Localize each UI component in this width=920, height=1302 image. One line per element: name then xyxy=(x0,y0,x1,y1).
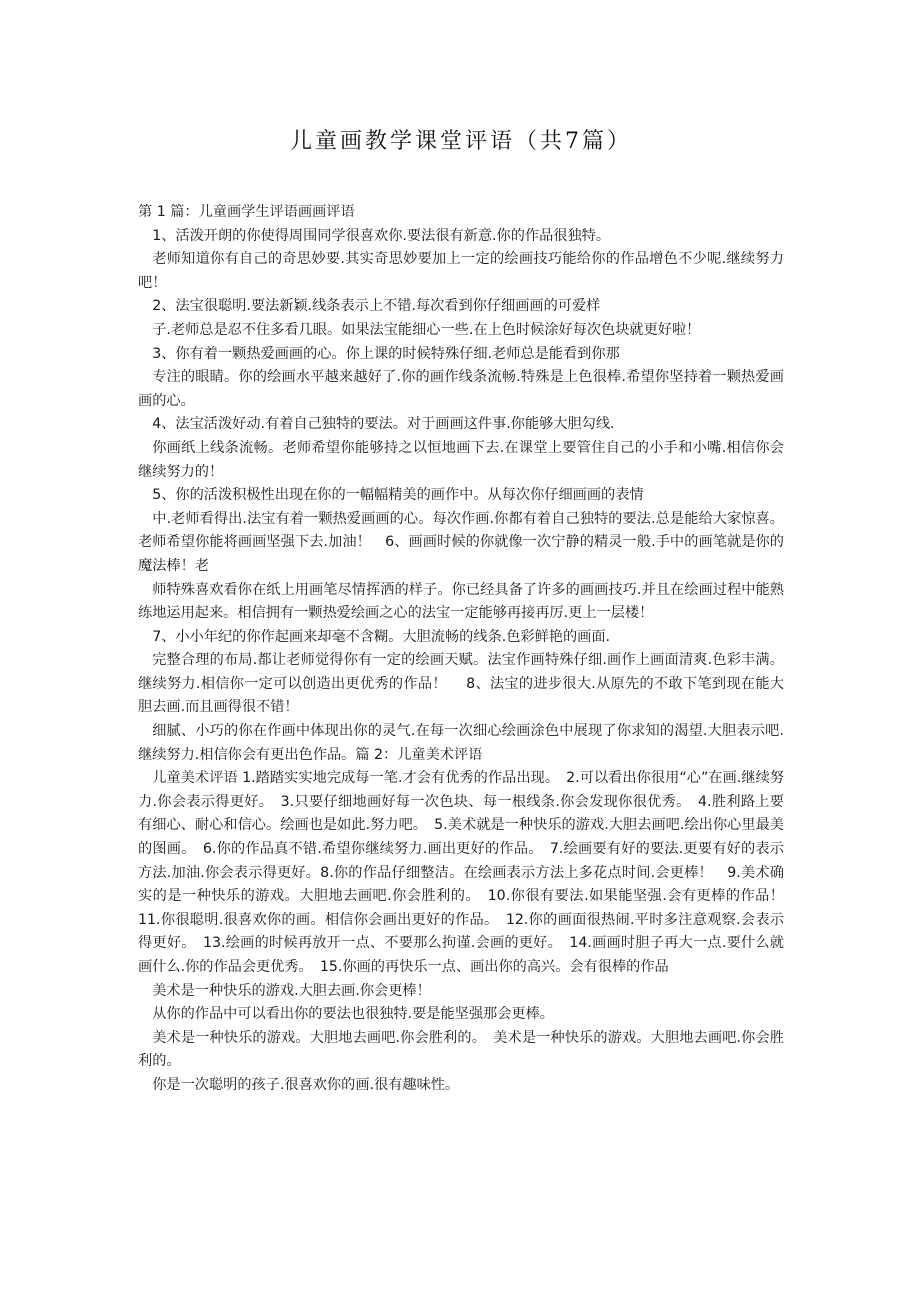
paragraph: 3、你有着一颗热爱画画的心。你上课的时候特殊仔细.老师总是能看到你那 xyxy=(152,345,620,362)
paragraph: 你画纸上线条流畅。老师希望你能够持之以恒地画下去.在课堂上要管住自己的小手和小嘴.相信你会继续努力的！ xyxy=(138,439,784,480)
paragraph: 你是一次聪明的孩子.很喜欢你的画.很有趣味性。 xyxy=(152,1076,460,1093)
document-title: 儿童画教学课堂评语（共7篇） xyxy=(290,129,632,154)
document-body xyxy=(138,201,784,1098)
paragraph: 老师知道你有自己的奇思妙要.其实奇思妙要加上一定的绘画技巧能给你的作品增色不少呢.继续努力吧！ xyxy=(138,251,784,291)
paragraph: 中.老师看得出.法宝有着一颗热爱画画的心。每次作画.你都有着自己独特的要法.总是能给大家惊喜。老师希望你能将画画坚强下去.加油！ 6、画画时候的你就像一次宁静的精灵一般.手中的画笔就是你的魔法棒！老 xyxy=(138,510,784,574)
paragraph: 完整合理的布局.都让老师觉得你有一定的绘画天赋。法宝作画特殊仔细.画作上画面清爽.色彩丰满。继续努力.相信你一定可以创造出更优秀的作品！ 8、法宝的进步很大.从原先的不敢下笔到现在能大胆去画.而且画得很不错！ xyxy=(138,652,784,716)
paragraph: 细腻、小巧的你在作画中体现出你的灵气.在每一次细心绘画涂色中展现了你求知的渴望.大胆表示吧.继续努力.相信你会有更出色作品。篇 2：儿童美术评语 xyxy=(138,723,784,763)
paragraph: 1、活泼开朗的你使得周围同学很喜欢你.要法很有新意.你的作品很独特。 xyxy=(152,227,611,244)
paragraph: 美术是一种快乐的游戏.大胆去画.你会更棒！ xyxy=(152,982,431,999)
paragraph: 美术是一种快乐的游戏。大胆地去画吧.你会胜利的。 美术是一种快乐的游戏。大胆地去画吧.你会胜利的。 xyxy=(138,1029,784,1070)
paragraph: 7、小小年纪的你作起画来却毫不含糊。大胆流畅的线条.色彩鲜艳的画面. xyxy=(152,628,611,645)
section-heading-1: 第 1 篇：儿童画学生评语画画评语 xyxy=(138,204,355,220)
paragraph: 从你的作品中可以看出你的要法也很独特.要是能坚强那会更棒。 xyxy=(152,1006,554,1023)
paragraph: 2、法宝很聪明.要法新颖.线条表示上不错.每次看到你仔细画画的可爱样 xyxy=(152,298,601,315)
paragraph: 儿童美术评语 1.踏踏实实地完成每一笔.才会有优秀的作品出现。 2.可以看出你很用“心”在画.继续努力.你会表示得更好。 3.只要仔细地画好每一次色块、每一根线条.你会发现你很优秀。 4.胜利路上要有细心、耐心和信心。绘画也是如此.努力吧。 5.美术就是一种快乐的游戏.大胆去画吧.绘出你心里最美的图画。 6.你的作品真不错.希望你继续努力.画出更好的作品。 7.绘画要有好的要法.更要有好的表示方法.加油.你会表示得更好。8.你的作品仔细整洁。在绘画表示方法上多花点时间.会更棒！ 9.美术确实的是一种快乐的游戏。大胆地去画吧.你会胜利的。 10.你很有要法.如果能坚强.会有更棒的作品！11.你很聪明.很喜欢你的画。相信你会画出更好的作品。 12.你的画面很热闹.平时多注意观察.会表示得更好。 13.绘画的时候再放开一点、不要那么拘谨.会画的更好。 14.画画时胆子再大一点.要什么就画什么.你的作品会更优秀。 15.你画的再快乐一点、画出你的高兴。会有很棒的作品 xyxy=(138,770,784,975)
paragraph: 4、法宝活泼好动.有着自己独特的要法。对于画画这件事.你能够大胆勾线. xyxy=(152,416,615,433)
paragraph: 5、你的活泼积极性出现在你的一幅幅精美的画作中。从每次你仔细画画的表情 xyxy=(152,487,644,504)
paragraph: 子.老师总是忍不住多看几眼。如果法宝能细心一些.在上色时候涂好每次色块就更好啦！ xyxy=(152,321,701,338)
paragraph: 专注的眼睛。你的绘画水平越来越好了.你的画作线条流畅.特殊是上色很棒.希望你坚持着一颗热爱画画的心。 xyxy=(138,369,784,409)
paragraph: 师特殊喜欢看你在纸上用画笔尽情挥洒的样子。你已经具备了许多的画画技巧.并且在绘画过程中能熟练地运用起来。相信拥有一颗热爱绘画之心的法宝一定能够再接再厉.更上一层楼！ xyxy=(138,581,784,622)
